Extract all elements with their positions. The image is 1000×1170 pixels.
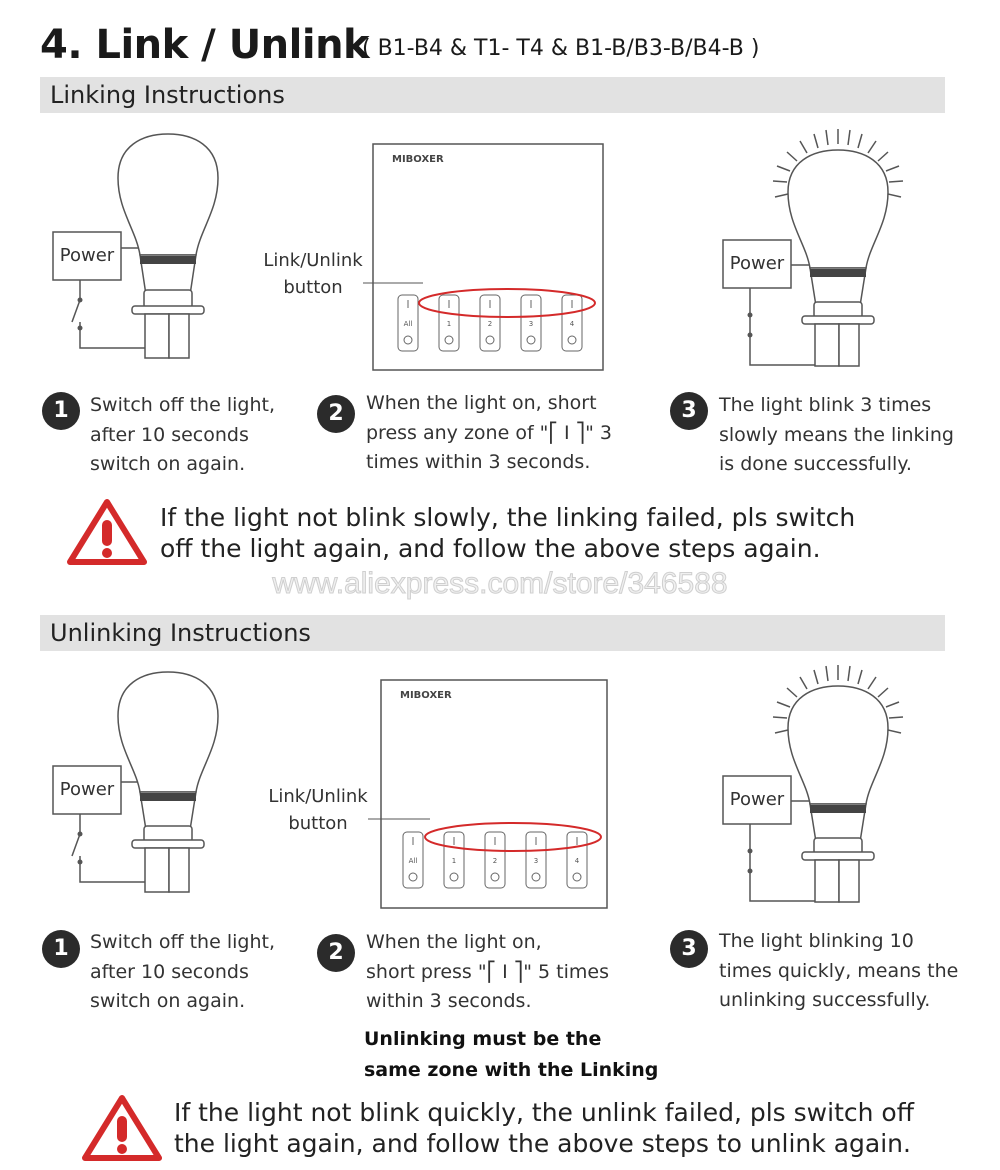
step-text: Switch off the light, after 10 seconds switch on again. [90, 931, 275, 1012]
section-unlinking [40, 615, 945, 651]
page-title: 4. Link / Unlink [40, 22, 370, 68]
zone-label: 3 [528, 320, 534, 328]
step-text: When the light on, short press any zone of "⎡ I ⎤" 3 times within 3 seconds. [366, 392, 612, 473]
button-label: button [288, 813, 348, 834]
wall-panel-figure [255, 140, 615, 380]
button-label: Link/Unlink [268, 786, 368, 807]
section-heading: Unlinking Instructions [50, 619, 311, 647]
zone-label: 3 [533, 857, 539, 865]
zone-label: 2 [487, 320, 493, 328]
step-number: 1 [42, 392, 80, 430]
warning-text: If the light not blink quickly, the unlink failed, pls switch off the light again, and follow the above steps to unlink again. [174, 1098, 914, 1158]
bulb-off-figure [40, 130, 270, 370]
zone-label: 4 [569, 320, 575, 328]
warning-text: If the light not blink slowly, the linking failed, pls switch off the light again, and follow the above steps again. [160, 503, 856, 563]
step-text: The light blinking 10 times quickly, means the unlinking successfully. [719, 930, 959, 1011]
step-number: 2 [317, 395, 355, 433]
model-list: ( B1-B4 & T1- T4 & B1-B/B3-B/B4-B ) [362, 36, 760, 61]
step-number: 2 [317, 934, 355, 972]
button-label: button [283, 277, 343, 298]
brand-logo: MIBOXER [392, 154, 444, 165]
step-text: Switch off the light, after 10 seconds switch on again. [90, 394, 275, 475]
zone-label: All [403, 320, 413, 328]
step-number: 1 [42, 930, 80, 968]
zone-label: 1 [451, 857, 457, 865]
warning-icon [82, 1094, 162, 1162]
step-text: The light blink 3 times slowly means the linking is done successfully. [719, 394, 954, 475]
section-linking [40, 77, 945, 113]
watermark: www.aliexpress.com/store/346588 [272, 567, 728, 600]
brand-logo: MIBOXER [400, 690, 452, 701]
step-text: When the light on, short press "⎡ I ⎤" 5 times within 3 seconds. [366, 931, 610, 1012]
power-label: Power [59, 245, 115, 266]
zone-label: All [408, 857, 418, 865]
power-label: Power [59, 779, 115, 800]
button-label: Link/Unlink [263, 250, 363, 271]
bulb-blink-figure [710, 120, 940, 370]
section-heading: Linking Instructions [50, 81, 285, 109]
step-number: 3 [670, 392, 708, 430]
unlink-note: Unlinking must be the same zone with the Linking [364, 1028, 659, 1081]
wall-panel-figure [255, 676, 615, 916]
step-number: 3 [670, 930, 708, 968]
bulb-off-figure [40, 670, 270, 910]
zone-label: 2 [492, 857, 498, 865]
power-label: Power [729, 789, 785, 810]
warning-icon [67, 498, 147, 566]
zone-label: 1 [446, 320, 452, 328]
bulb-blink-figure [710, 656, 940, 906]
zone-label: 4 [574, 857, 580, 865]
power-label: Power [729, 253, 785, 274]
